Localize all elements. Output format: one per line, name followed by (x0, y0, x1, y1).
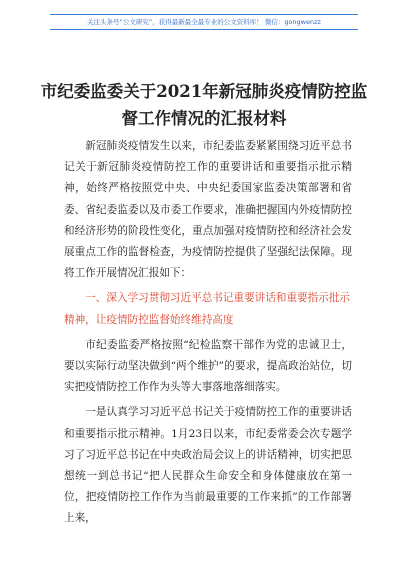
body-paragraph: 市纪委监委严格按照“纪检监察干部作为党的忠诚卫士，要以实际行动坚决做到“两个维护”的要求，提高政治站位，切实把疫情防控工作作为头等大事落地落细落实。 (64, 338, 352, 394)
intro-paragraph: 新冠肺炎疫情发生以来，市纪委监委紧紧围绕习近平总书记关于新冠肺炎疫情防控工作的重要讲话和重要指示批示精神，始终严格按照党中央、中央纪委国家监委决策部署和省委、省纪委监委以及市委工作要求，准确把握国内外疫情防控和经济形势的阶段性变化，重点加强对疫情防控和经济社会发展重点工作的监督检查，为疫情防控提供了坚强纪法保障。现将工作开展情况汇报如下： (64, 140, 352, 280)
document-title: 市纪委监委关于2021年新冠肺炎疫情防控监督工作情况的汇报材料 (40, 82, 368, 128)
document-body (64, 136, 352, 530)
body-paragraph: 一是认真学习习近平总书记关于疫情防控工作的重要讲话和重要指示批示精神。1月23日以来，市纪委常委会次专题学习了习近平总书记在中央政治局会议上的讲话精神，切实把思想统一到总书记“把人民群众生命安全和身体健康放在第一位，把疫情防控工作作为当前最重要的工作来抓”的工作部署上来， (64, 406, 352, 525)
section-heading: 一、深入学习贯彻习近平总书记重要讲话和重要指示批示精神，让疫情防控监督始终维持高度 (64, 292, 351, 326)
banner-text: 关注头条号“公文研究”，获得最新最全最专业的公文资料库！ 微信：gongwenzz (87, 18, 321, 26)
header-banner (50, 14, 358, 30)
